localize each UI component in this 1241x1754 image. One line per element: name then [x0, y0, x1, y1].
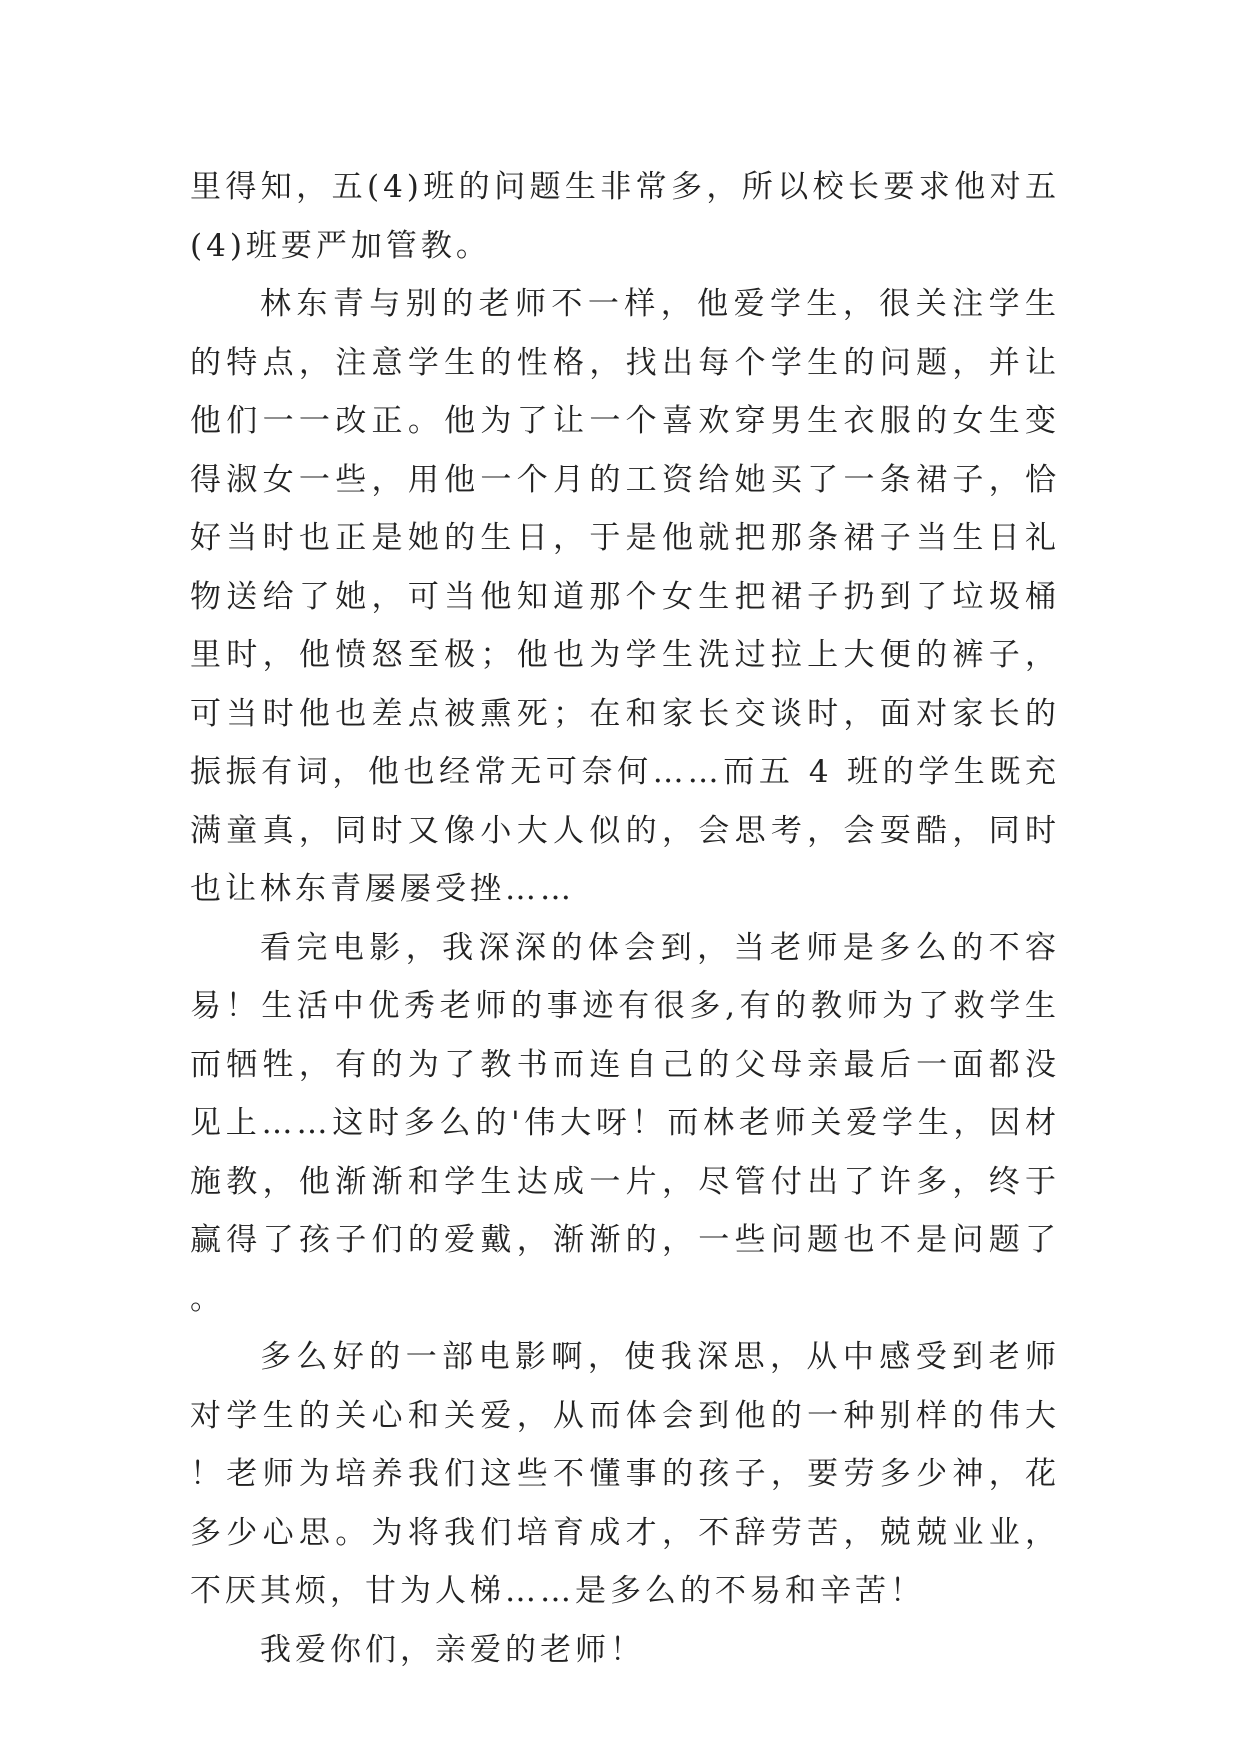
paragraph-3: 看完电影，我深深的体会到，当老师是多么的不容易！生活中优秀老师的事迹有很多,有的教师为了救学生而牺牲，有的为了教书而连自己的父母亲最后一面都没见上……这时多么的'伟大呀！而林老师关爱学生，因材施教，他渐渐和学生达成一片，尽管付出了许多，终于赢得了孩子们的爱戴，渐渐的，一些问题也不是问题了。 [190, 929, 1060, 1317]
paragraph-4: 多么好的一部电影啊，使我深思，从中感受到老师对学生的关心和关爱，从而体会到他的一种别样的伟大！老师为培养我们这些不懂事的孩子，要劳多少神，花多少心思。为将我们培育成才，不辞劳苦，兢兢业业，不厌其烦，甘为人梯……是多么的不易和辛苦！ [190, 1339, 1060, 1609]
paragraph-1: 里得知，五(4)班的问题生非常多，所以校长要求他对五(4)班要严加管教。 [190, 169, 1060, 264]
document-body [190, 158, 1060, 1679]
paragraph-5: 我爱你们，亲爱的老师！ [260, 1631, 645, 1668]
paragraph-2: 林东青与别的老师不一样，他爱学生，很关注学生的特点，注意学生的性格，找出每个学生的问题，并让他们一一改正。他为了让一个喜欢穿男生衣服的女生变得淑女一些，用他一个月的工资给她买了一条裙子，恰好当时也正是她的生日，于是他就把那条裙子当生日礼物送给了她，可当他知道那个女生把裙子扔到了垃圾桶里时，他愤怒至极；他也为学生洗过拉上大便的裤子，可当时他也差点被熏死；在和家长交谈时，面对家长的振振有词，他也经常无可奈何……而五 4 班的学生既充满童真，同时又像小大人似的，会思考，会耍酷，同时也让林东青屡屡受挫…… [190, 286, 1060, 907]
